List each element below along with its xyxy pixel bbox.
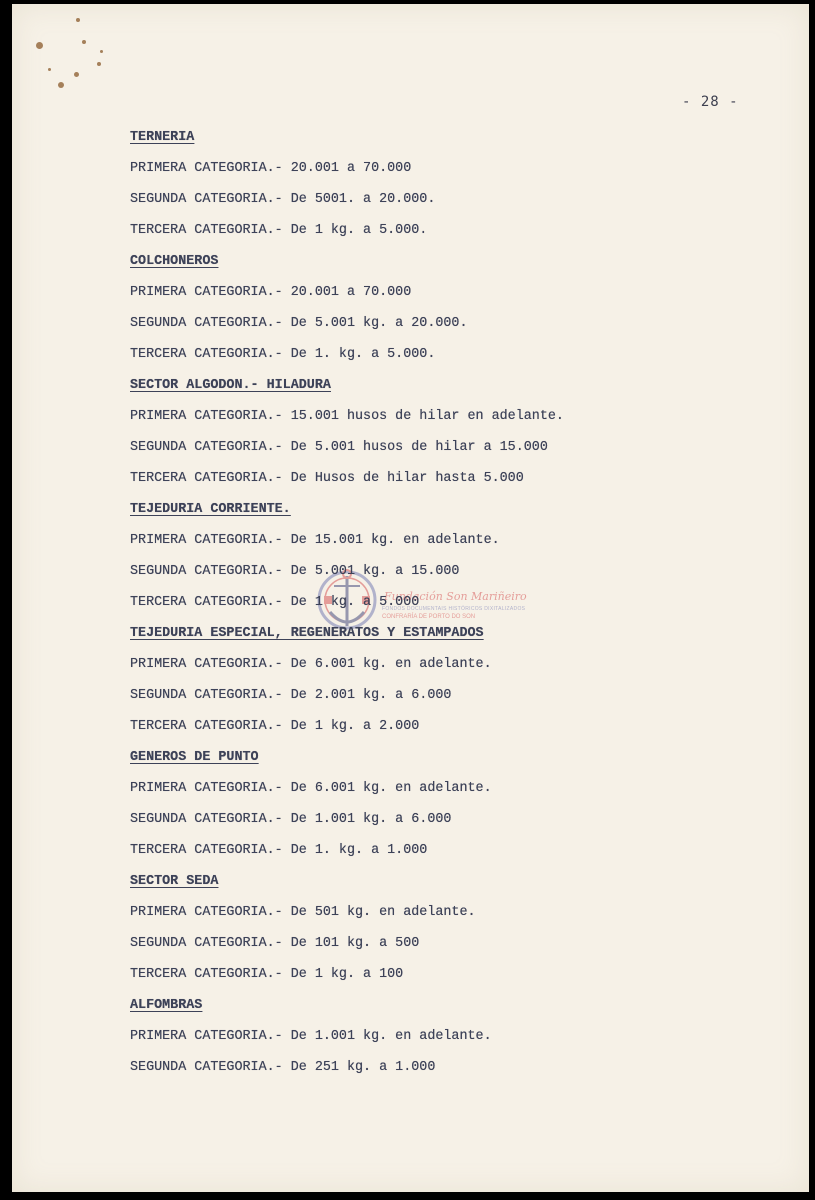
section-heading: TEJEDURIA ESPECIAL, REGENERATOS Y ESTAMPADOS	[130, 626, 484, 641]
category-line: PRIMERA CATEGORIA.- De 501 kg. en adelante.	[130, 905, 476, 920]
category-line: PRIMERA CATEGORIA.- De 15.001 kg. en adelante.	[130, 533, 500, 548]
category-line: TERCERA CATEGORIA.- De 1 kg. a 100	[130, 967, 404, 982]
document-page	[12, 4, 809, 1192]
section-heading: TEJEDURIA CORRIENTE.	[130, 502, 291, 517]
category-line: PRIMERA CATEGORIA.- 15.001 husos de hilar en adelante.	[130, 409, 564, 424]
category-line: PRIMERA CATEGORIA.- 20.001 a 70.000	[130, 161, 412, 176]
page-number: - 28 -	[682, 94, 739, 110]
section-heading: SECTOR SEDA	[130, 874, 219, 889]
category-line: TERCERA CATEGORIA.- De 1 kg. a 5.000	[130, 595, 420, 610]
category-line: TERCERA CATEGORIA.- De 1 kg. a 5.000.	[130, 223, 428, 238]
category-line: PRIMERA CATEGORIA.- De 6.001 kg. en adelante.	[130, 781, 492, 796]
category-line: TERCERA CATEGORIA.- De Husos de hilar hasta 5.000	[130, 471, 524, 486]
section-heading: TERNERIA	[130, 130, 195, 145]
category-line: PRIMERA CATEGORIA.- 20.001 a 70.000	[130, 285, 412, 300]
category-line: SEGUNDA CATEGORIA.- De 101 kg. a 500	[130, 936, 420, 951]
category-line: SEGUNDA CATEGORIA.- De 251 kg. a 1.000	[130, 1060, 436, 1075]
category-line: SEGUNDA CATEGORIA.- De 2.001 kg. a 6.000	[130, 688, 452, 703]
watermark-line2: CONFRARÍA DE PORTO DO SON	[382, 614, 476, 620]
section-heading: GENEROS DE PUNTO	[130, 750, 259, 765]
section-heading: COLCHONEROS	[130, 254, 219, 269]
watermark-brand: Fundación Son Mariñeiro	[384, 590, 527, 603]
section-heading: ALFOMBRAS	[130, 998, 203, 1013]
category-list	[130, 122, 770, 1083]
category-line: SEGUNDA CATEGORIA.- De 5.001 husos de hilar a 15.000	[130, 440, 548, 455]
category-line: SEGUNDA CATEGORIA.- De 5.001 kg. a 20.000.	[130, 316, 468, 331]
category-line: PRIMERA CATEGORIA.- De 6.001 kg. en adelante.	[130, 657, 492, 672]
category-line: PRIMERA CATEGORIA.- De 1.001 kg. en adelante.	[130, 1029, 492, 1044]
category-line: SEGUNDA CATEGORIA.- De 5001. a 20.000.	[130, 192, 436, 207]
category-line: SEGUNDA CATEGORIA.- De 1.001 kg. a 6.000	[130, 812, 452, 827]
category-line: TERCERA CATEGORIA.- De 1. kg. a 5.000.	[130, 347, 436, 362]
category-line: TERCERA CATEGORIA.- De 1. kg. a 1.000	[130, 843, 428, 858]
section-heading: SECTOR ALGODON.- HILADURA	[130, 378, 331, 393]
category-line: TERCERA CATEGORIA.- De 1 kg. a 2.000	[130, 719, 420, 734]
watermark-line1: FONDOS DOCUMENTAIS HISTÓRICOS DIXITALIZADOS	[382, 606, 526, 612]
category-line: SEGUNDA CATEGORIA.- De 5.001 kg. a 15.000	[130, 564, 460, 579]
